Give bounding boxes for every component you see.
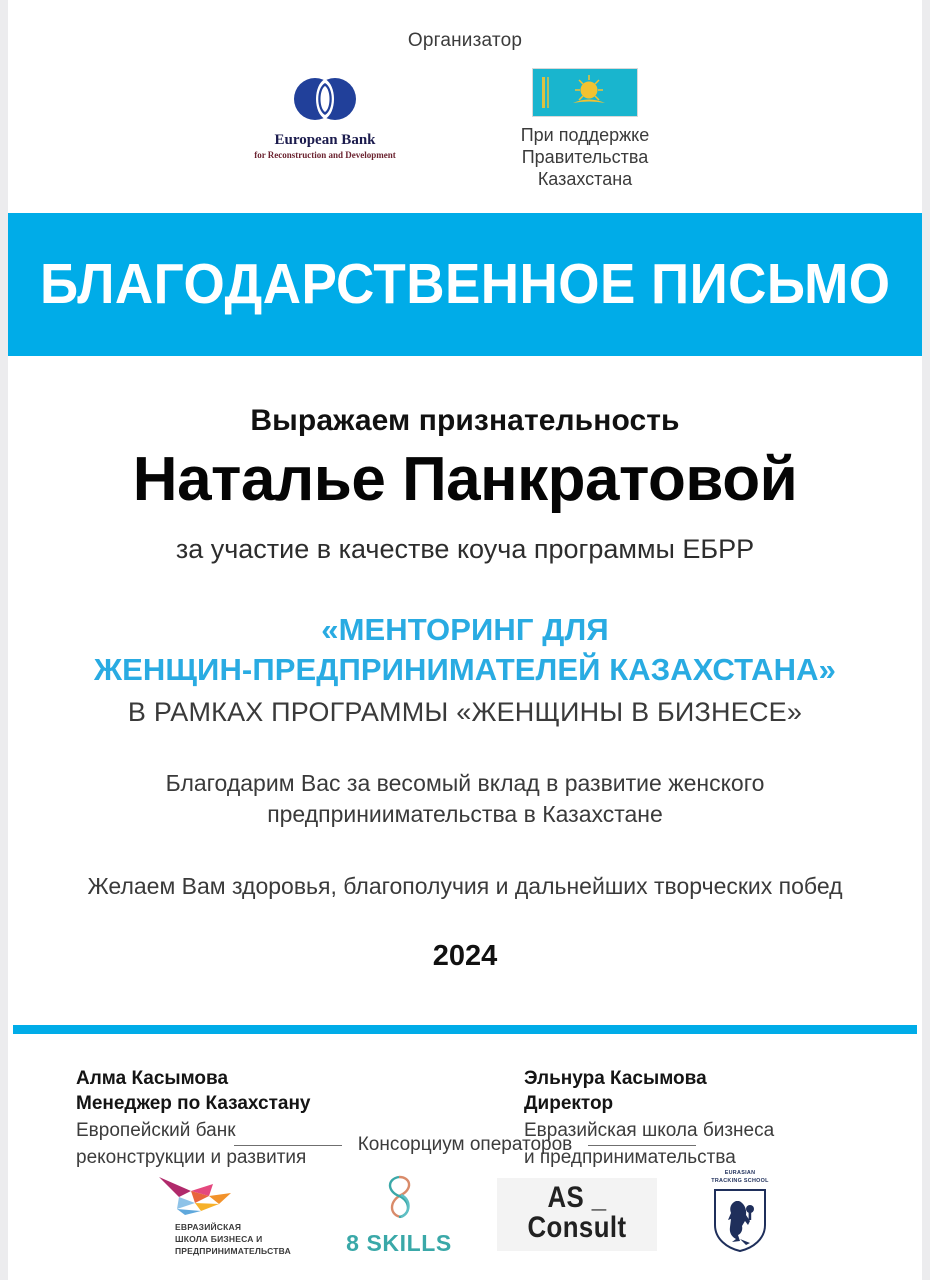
certificate-footer [16,1134,914,1258]
signatory-name: Алма Касымова [76,1068,229,1090]
signatory-role: Менеджер по Казахстану [76,1093,311,1115]
program-title-line1: «МЕНТОРИНГ ДЛЯ [321,611,609,647]
origami-bird-icon [151,1171,269,1219]
section-divider [13,1025,918,1034]
consortium-rule-right [588,1145,696,1146]
page-gutter-right [922,0,930,1280]
gratitude-line: Выражаем признательность [250,403,680,437]
skills-logo [345,1171,453,1257]
year-label: 2024 [432,940,498,973]
ets-wordmark [701,1170,779,1185]
page-gutter-left [0,0,8,1280]
certificate-sheet [8,0,922,1280]
esb-wordmark [175,1221,291,1257]
ets-line2: TRACKING SCHOOL [711,1177,769,1184]
signatory-org-line1: Евразийская школа бизнеса [524,1120,775,1142]
consortium-logo-row [16,1170,914,1258]
infinity-eight-icon [377,1171,421,1223]
program-title-line2: ЖЕНЩИН-ПРЕДПРИНИМАТЕЛЕЙ КАЗАХСТАНА» [93,651,836,687]
government-support-line1: При поддержке [520,125,650,145]
program-frame-line: В РАМКАХ ПРОГРАММЫ «ЖЕНЩИНЫ В БИЗНЕСЕ» [127,697,803,728]
signatory-org-line2: реконструкции и развития [76,1147,307,1169]
consortium-heading [16,1134,914,1156]
ets-line1: EURASIAN [724,1170,756,1177]
esb-line2: ШКОЛА БИЗНЕСА И [175,1234,263,1245]
signatory-name: Эльнура Касымова [524,1068,707,1090]
ebrd-logo [240,68,410,160]
certificate-header [8,0,922,191]
esb-line3: ПРЕДПРИНИМАТЕЛЬСТВА [175,1246,291,1257]
esb-line1: ЕВРАЗИЙСКАЯ [175,1222,242,1233]
consortium-label: Консорциум операторов [357,1134,573,1156]
role-line: за участие в качестве коуча программы ЕБРР [175,533,755,564]
certificate-body [8,404,922,973]
asconsult-wordmark: AS _ Consult [527,1180,627,1244]
government-support-line2: Правительства Казахстана [521,146,649,189]
thanks-text [42,768,888,829]
title-banner [8,213,922,356]
ets-logo [701,1170,779,1258]
signatory-org-line2: и предпринимательства [524,1147,736,1169]
esb-logo [151,1171,301,1257]
consortium-rule-left [234,1145,342,1146]
header-logo-row [8,68,922,191]
skills-wordmark: 8 SKILLS [346,1230,452,1257]
signatory-org-line1: Европейский банк [76,1120,236,1142]
thanks-line1: Благодарим Вас за весомый вклад в развитие женского [165,770,765,797]
recipient-name: Наталье Панкратовой [132,444,798,514]
thanks-line2: предприниимательства в Казахстане [267,800,663,827]
signatory-role: Директор [524,1093,614,1115]
ebrd-subtitle: for Reconstruction and Development [254,149,396,160]
kazakhstan-flag-icon [532,68,638,117]
government-support-block [480,68,690,191]
organizer-label: Организатор [407,30,523,51]
ebrd-name: European Bank [274,132,376,148]
lion-crest-shield-icon [710,1187,770,1253]
program-title [42,610,888,689]
ebrd-interlocking-circles-icon [288,70,362,128]
wish-line: Желаем Вам здоровья, благополучия и дальнейших творческих побед [87,873,843,900]
banner-title: БЛАГОДАРСТВЕННОЕ ПИСЬМО [39,251,891,316]
asconsult-logo [497,1178,657,1251]
